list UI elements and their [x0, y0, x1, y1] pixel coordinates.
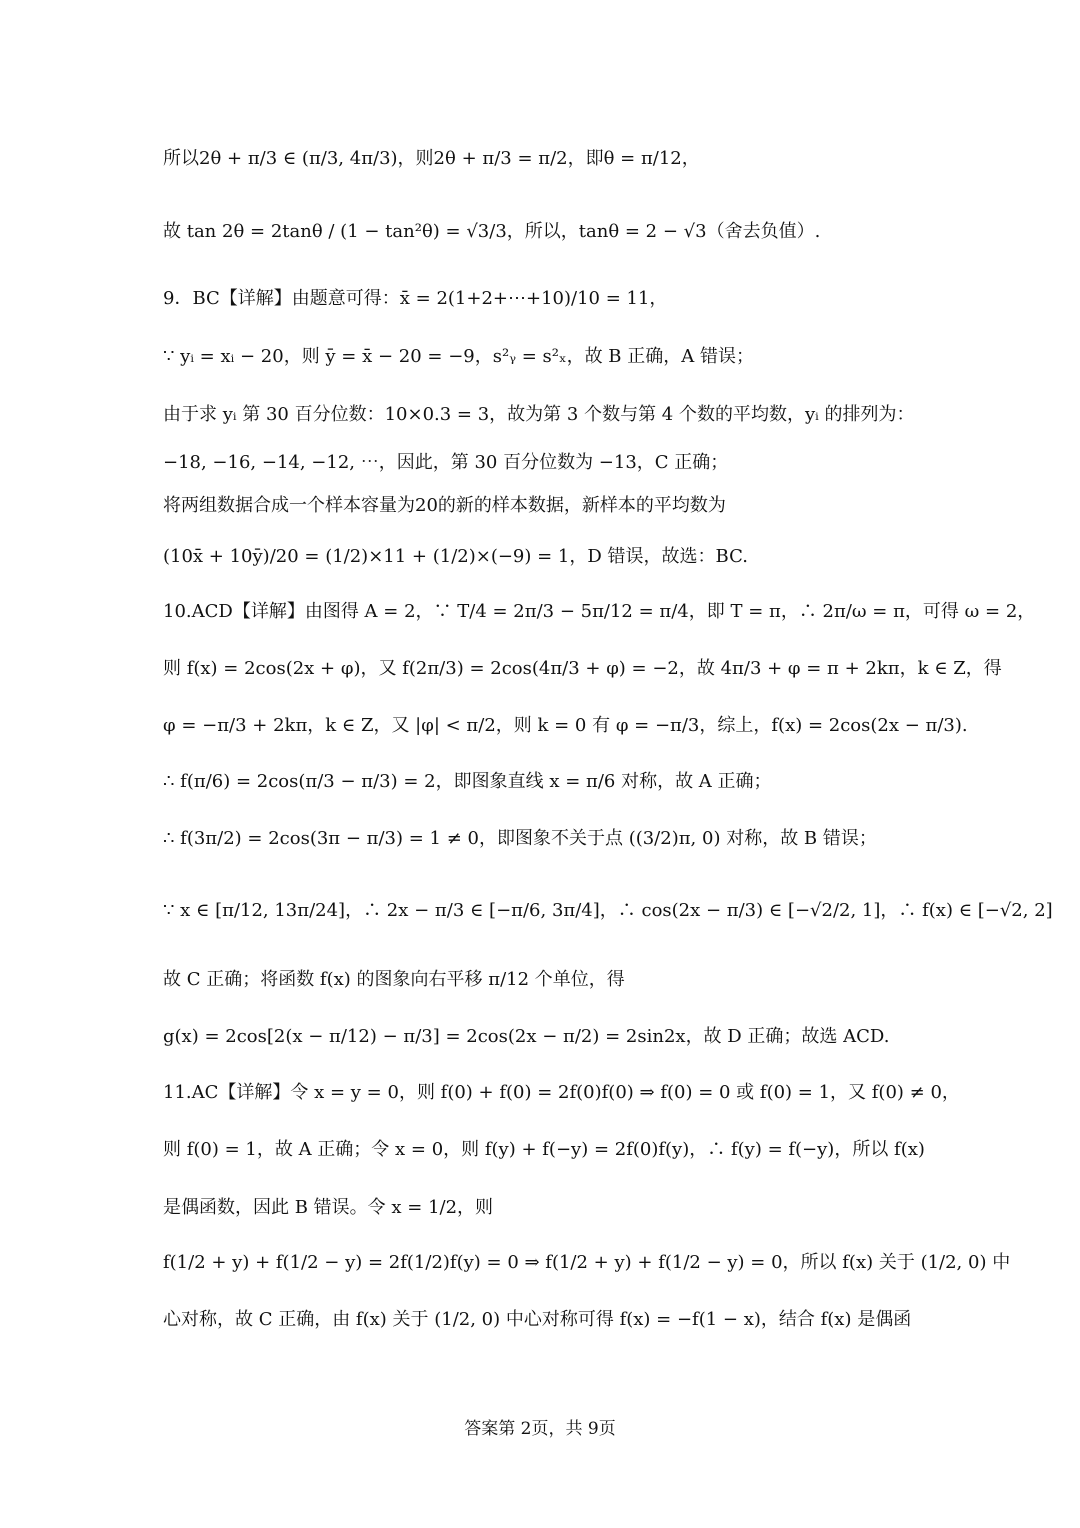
text-line-20: f(1/2 + y) + f(1/2 − y) = 2f(1/2)f(y) = 0 ⇒ f(1/2 + y) + f(1/2 − y) = 0，所以 f(x) 关于 (1/2, 0) 中: [163, 1252, 1011, 1273]
text-line-11: φ = −π/3 + 2kπ，k ∈ Z，又 |φ| < π/2，则 k = 0 有 φ = −π/3，综上，f(x) = 2cos(2x − π/3).: [163, 715, 968, 736]
text-line-19: 是偶函数，因此 B 错误。令 x = 1/2，则: [163, 1197, 494, 1218]
text-line-5: 由于求 yᵢ 第 30 百分位数：10×0.3 = 3，故为第 3 个数与第 4 个数的平均数，yᵢ 的排列为：: [163, 404, 915, 425]
text-line-4: ∵ yᵢ = xᵢ − 20，则 ȳ = x̄ − 20 = −9，s²ᵧ = s²ₓ，故 B 正确，A 错误；: [163, 346, 754, 367]
text-line-18: 则 f(0) = 1，故 A 正确；令 x = 0，则 f(y) + f(−y) = 2f(0)f(y)，∴ f(y) = f(−y)，所以 f(x): [163, 1139, 925, 1160]
text-line-7: 将两组数据合成一个样本容量为20的新的样本数据，新样本的平均数为: [163, 495, 726, 516]
page-footer: 答案第 2页，共 9页: [464, 1419, 616, 1439]
text-line-2: 故 tan 2θ = 2tanθ / (1 − tan²θ) = √3/3，所以，tanθ = 2 − √3（舍去负值）.: [163, 221, 821, 242]
text-line-10: 则 f(x) = 2cos(2x + φ)，又 f(2π/3) = 2cos(4π/3 + φ) = −2，故 4π/3 + φ = π + 2kπ，k ∈ Z，得: [163, 658, 1002, 679]
text-line-8: (10x̄ + 10ȳ)/20 = (1/2)×11 + (1/2)×(−9) = 1，D 错误，故选：BC.: [163, 546, 748, 567]
text-line-1: 所以2θ + π/3 ∈ (π/3, 4π/3)，则2θ + π/3 = π/2，即θ = π/12，: [163, 148, 700, 169]
text-line-3: 9．BC【详解】由题意可得：x̄ = 2(1+2+⋯+10)/10 = 11，: [163, 288, 668, 309]
text-line-14: ∵ x ∈ [π/12, 13π/24]，∴ 2x − π/3 ∈ [−π/6, 3π/4]，∴ cos(2x − π/3) ∈ [−√2/2, 1]，∴ f(x) ∈ [−√2, 2]: [163, 900, 1053, 921]
text-line-17: 11.AC【详解】令 x = y = 0，则 f(0) + f(0) = 2f(0)f(0) ⇒ f(0) = 0 或 f(0) = 1，又 f(0) ≠ 0，: [163, 1082, 960, 1103]
text-line-16: g(x) = 2cos[2(x − π/12) − π/3] = 2cos(2x − π/2) = 2sin2x，故 D 正确；故选 ACD.: [163, 1026, 890, 1047]
text-line-12: ∴ f(π/6) = 2cos(π/3 − π/3) = 2，即图象直线 x = π/6 对称，故 A 正确；: [163, 771, 772, 792]
text-line-21: 心对称，故 C 正确，由 f(x) 关于 (1/2, 0) 中心对称可得 f(x) = −f(1 − x)，结合 f(x) 是偶函: [163, 1309, 912, 1330]
text-line-9: 10.ACD【详解】由图得 A = 2，∵ T/4 = 2π/3 − 5π/12 = π/4，即 T = π，∴ 2π/ω = π，可得 ω = 2，: [163, 601, 1036, 622]
text-line-15: 故 C 正确；将函数 f(x) 的图象向右平移 π/12 个单位，得: [163, 969, 625, 990]
text-line-6: −18, −16, −14, −12, ⋯，因此，第 30 百分位数为 −13，C 正确；: [163, 452, 729, 473]
text-line-13: ∴ f(3π/2) = 2cos(3π − π/3) = 1 ≠ 0，即图象不关于点 ((3/2)π, 0) 对称，故 B 错误；: [163, 828, 877, 849]
